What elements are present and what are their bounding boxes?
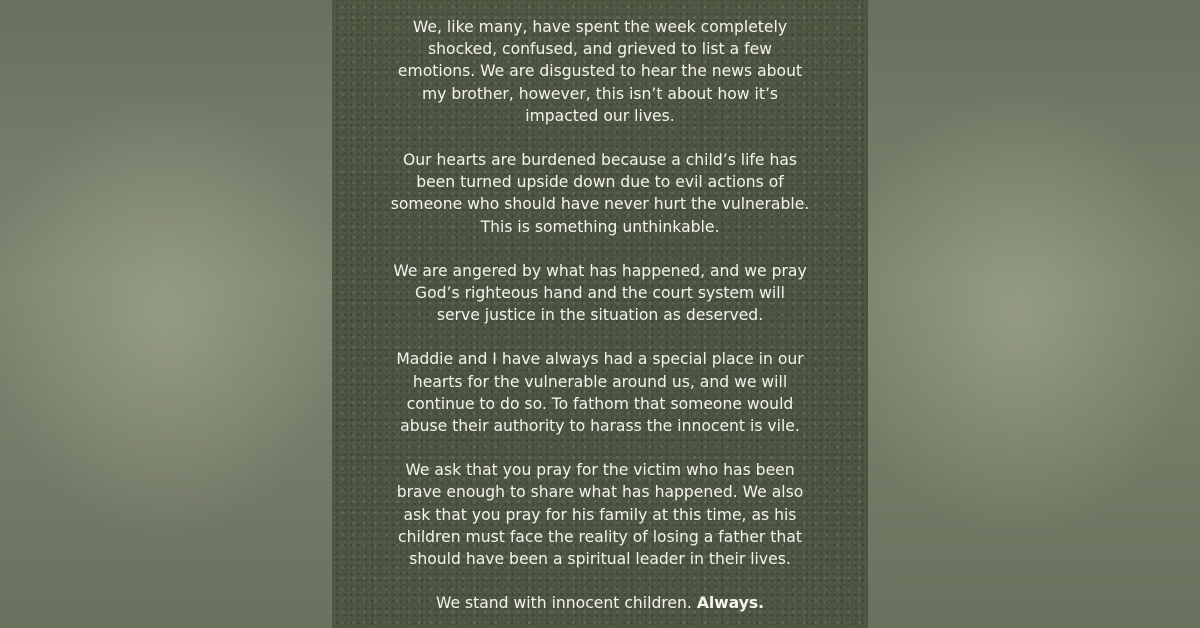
closing-emphasis: Always. (696, 594, 765, 613)
paragraph-5 (332, 459, 868, 570)
text-line: Maddie and I have always had a special place in our (396, 350, 804, 369)
paragraph-1 (332, 16, 868, 127)
blurred-background-right (868, 0, 1200, 628)
text-line: We ask that you pray for the victim who has been (405, 461, 795, 480)
text-line: brave enough to share what has happened. We also (396, 483, 804, 502)
text-line: impacted our lives. (525, 106, 675, 125)
text-line: God’s righteous hand and the court system will (415, 284, 785, 303)
text-line: continue to do so. To fathom that someone would (406, 394, 794, 413)
text-line: This is something unthinkable. (480, 217, 720, 236)
text-line: abuse their authority to harass the innocent is vile. (400, 417, 800, 436)
text-line: children must face the reality of losing a father that (398, 527, 802, 546)
text-line: hearts for the vulnerable around us, and we will (412, 372, 788, 391)
closing-line (332, 592, 868, 614)
text-line: shocked, confused, and grieved to list a few (428, 40, 772, 59)
paragraph-4 (332, 348, 868, 437)
text-line: We are angered by what has happened, and we pray (393, 261, 807, 280)
closing-text: We stand with innocent children. (435, 594, 692, 613)
text-line: serve justice in the situation as deserved. (436, 306, 764, 325)
text-line: been turned upside down due to evil actions of (416, 173, 784, 192)
statement-panel (332, 0, 868, 628)
text-line: my brother, however, this isn’t about how it’s (421, 84, 779, 103)
text-line: ask that you pray for his family at this time, as his (403, 505, 797, 524)
text-line: someone who should have never hurt the vulnerable. (390, 195, 810, 214)
text-line: We, like many, have spent the week completely (412, 18, 788, 36)
blurred-background-left (0, 0, 332, 628)
text-line: Our hearts are burdened because a child’s life has (402, 151, 798, 170)
text-line: emotions. We are disgusted to hear the news about (397, 62, 803, 81)
text-line: should have been a spiritual leader in their lives. (409, 550, 791, 569)
paragraph-3 (332, 260, 868, 327)
statement-text (332, 16, 868, 628)
paragraph-2 (332, 149, 868, 238)
